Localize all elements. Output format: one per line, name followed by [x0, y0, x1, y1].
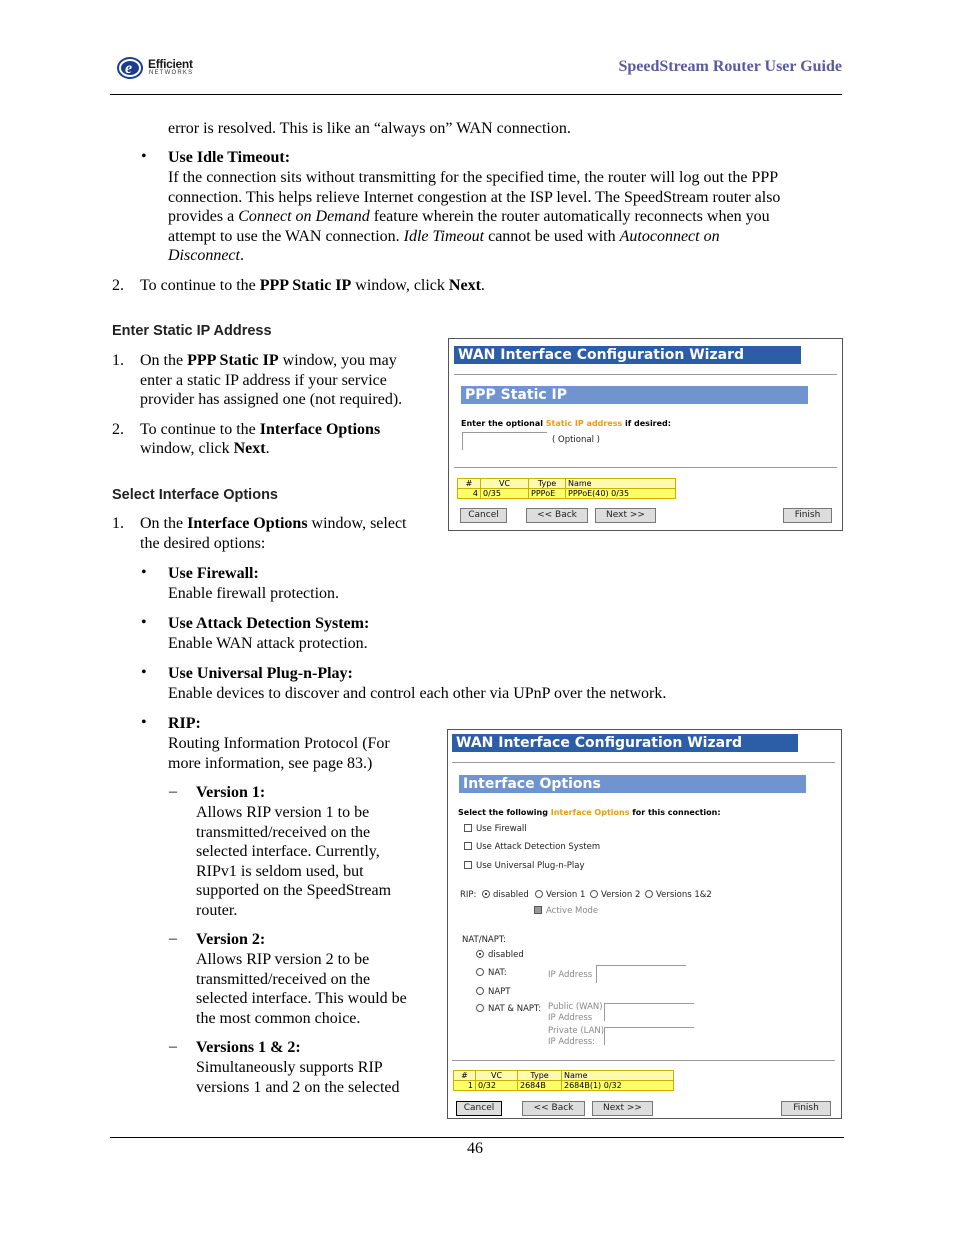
- nat-napt-radio[interactable]: [476, 1004, 484, 1012]
- static-ip-input[interactable]: [462, 432, 547, 450]
- text: for this connection:: [629, 808, 721, 817]
- nat-disabled-label: disabled: [488, 950, 524, 960]
- public-ip-input[interactable]: [604, 1003, 694, 1021]
- section-heading-interface-options: Select Interface Options: [112, 487, 278, 503]
- firewall-desc: Enable firewall protection.: [168, 585, 340, 602]
- text: feature wherein the router automatically reconnects when you: [369, 208, 770, 225]
- logo-subtitle: NETWORKS: [149, 70, 194, 76]
- back-button[interactable]: << Back: [526, 508, 588, 523]
- ppp-static-ip-title: PPP Static IP: [461, 386, 808, 404]
- use-ads-checkbox[interactable]: [464, 842, 472, 850]
- version-1-desc-6: router.: [196, 901, 238, 919]
- rip-version-1-label: Version 1: [546, 890, 586, 900]
- interface-step-1-line-2: the desired options:: [140, 535, 266, 552]
- version-1-label: Version 1:: [196, 784, 266, 801]
- rip-label: RIP:: [168, 715, 201, 732]
- divider: [452, 1060, 835, 1061]
- version-2-desc-2: transmitted/received on the: [196, 970, 371, 988]
- interface-options-prompt: [458, 808, 721, 817]
- col-header-type: Type: [518, 1071, 562, 1081]
- back-button[interactable]: << Back: [522, 1101, 585, 1116]
- vc-table-header: [454, 1071, 674, 1081]
- ppp-static-ip-screenshot: [448, 338, 843, 531]
- finish-button[interactable]: Finish: [783, 508, 832, 523]
- text: On the: [140, 515, 188, 532]
- idle-desc-2: connection. This helps relieve Internet congestion at the ISP level. The SpeedStream router also: [168, 188, 781, 206]
- text: cannot be used with: [484, 227, 620, 245]
- napt-option-label: NAPT: [488, 987, 511, 997]
- section-heading-static-ip: Enter Static IP Address: [112, 323, 272, 339]
- use-upnp-label: Use Universal Plug-n-Play: [476, 861, 585, 871]
- next-button[interactable]: Next >>: [592, 1101, 653, 1116]
- cell-type: 2684B: [518, 1081, 562, 1091]
- cell-type: PPPoE: [529, 489, 566, 499]
- table-row[interactable]: [458, 489, 676, 499]
- private-ip-address-label: IP Address:: [548, 1037, 596, 1047]
- text-italic: Idle Timeout: [403, 227, 485, 245]
- versions-1-2-label: Versions 1 & 2:: [196, 1039, 301, 1056]
- text: Enter the optional: [461, 419, 546, 428]
- nat-napt-option-label: NAT & NAPT:: [488, 1004, 542, 1014]
- divider: [454, 374, 837, 375]
- version-1-desc-1: Allows RIP version 1 to be: [196, 804, 370, 821]
- text: window, select: [307, 515, 407, 532]
- optional-note: ( Optional ): [552, 435, 600, 445]
- active-mode-checkbox[interactable]: [534, 906, 542, 914]
- text: attempt to use the WAN connection.: [168, 227, 404, 245]
- text: On the: [140, 352, 188, 369]
- footer-divider: [110, 1137, 844, 1138]
- version-2-desc-3: selected interface. This would be: [196, 990, 407, 1007]
- idle-desc-4: [168, 227, 720, 247]
- private-ip-input[interactable]: [604, 1027, 694, 1045]
- nat-ip-address-label: IP Address: [548, 970, 593, 980]
- text: .: [239, 247, 244, 264]
- interface-options-screenshot: [447, 729, 842, 1119]
- col-header-name: Name: [562, 1071, 674, 1081]
- interface-step-1-number: 1.: [112, 515, 124, 532]
- cancel-button[interactable]: Cancel: [460, 508, 507, 523]
- text-italic: Connect on Demand: [238, 208, 370, 225]
- text-italic: Autoconnect on: [619, 227, 720, 245]
- cell-name: PPPoE(40) 0/35: [566, 489, 676, 499]
- use-ads-label: Use Attack Detection System: [476, 842, 601, 852]
- svg-text:e: e: [125, 60, 133, 77]
- nat-disabled-radio[interactable]: [476, 950, 484, 958]
- divider: [452, 762, 835, 763]
- interface-step-1-line-1: [140, 514, 406, 534]
- text-bold: Next: [233, 440, 266, 457]
- static-step-1-line-3: provider has assigned one (not required).: [140, 391, 403, 408]
- text-bold: PPP Static IP: [187, 352, 279, 369]
- rip-versions-1-2-label: Versions 1&2: [656, 890, 712, 900]
- rip-disabled-radio[interactable]: [482, 890, 490, 898]
- dash: –: [169, 783, 177, 800]
- text: window, click: [351, 277, 449, 294]
- finish-button[interactable]: Finish: [781, 1101, 831, 1116]
- versions-1-2-desc-2: versions 1 and 2 on the selected: [196, 1078, 400, 1096]
- rip-desc-2: more information, see page 83.): [168, 754, 373, 772]
- text: if desired:: [622, 419, 671, 428]
- text-highlight: Static IP address: [545, 419, 623, 428]
- step-2-number: 2.: [112, 277, 124, 294]
- intro-line: error is resolved. This is like an “always on” WAN connection.: [168, 120, 571, 137]
- vc-table: [457, 478, 676, 499]
- vc-table: [453, 1070, 674, 1091]
- interface-options-title: Interface Options: [459, 775, 806, 793]
- idle-desc-3: [168, 207, 770, 227]
- static-step-2-number: 2.: [112, 421, 124, 438]
- wizard-title-bar: WAN Interface Configuration Wizard: [452, 734, 798, 752]
- versions-1-2-desc-1: Simultaneously supports RIP: [196, 1059, 383, 1076]
- nat-ip-address-input[interactable]: [596, 965, 686, 983]
- upnp-desc: Enable devices to discover and control each other via UPnP over the network.: [168, 685, 667, 702]
- next-button[interactable]: Next >>: [595, 508, 656, 523]
- use-upnp-checkbox[interactable]: [464, 861, 472, 869]
- wizard-title-bar: WAN Interface Configuration Wizard: [454, 346, 801, 364]
- private-lan-label: Private (LAN): [548, 1026, 605, 1036]
- page-number: 46: [467, 1140, 483, 1157]
- text-bold: Interface Options: [259, 421, 381, 438]
- header-divider: [110, 94, 842, 95]
- logo-name: Efficient: [148, 57, 193, 71]
- text: Select the following: [458, 808, 551, 817]
- idle-desc-1: If the connection sits without transmitting for the specified time, the router will log out the PPP: [168, 169, 779, 186]
- col-header-type: Type: [529, 479, 566, 489]
- use-firewall-label: Use Firewall: [476, 824, 527, 834]
- idle-desc-5: [168, 246, 244, 266]
- public-wan-label: Public (WAN): [548, 1002, 603, 1012]
- efficient-logo-icon: [115, 53, 149, 83]
- text: .: [480, 277, 485, 294]
- version-1-desc-5: supported on the SpeedStream: [196, 882, 392, 899]
- nat-napt-label: NAT/NAPT:: [462, 935, 506, 945]
- text: provides a: [168, 208, 239, 225]
- cell-name: 2684B(1) 0/32: [562, 1081, 674, 1091]
- firewall-label: Use Firewall:: [168, 565, 259, 582]
- version-2-desc-1: Allows RIP version 2 to be: [196, 951, 370, 968]
- vc-table-header: [458, 479, 676, 489]
- rip-disabled-label: disabled: [493, 890, 529, 900]
- text: .: [265, 440, 270, 457]
- rip-versions-1-2-radio[interactable]: [645, 890, 653, 898]
- cell-number: 1: [454, 1081, 476, 1091]
- version-1-desc-2: transmitted/received on the: [196, 823, 371, 841]
- text-bold: Next: [448, 277, 481, 294]
- dash: –: [169, 930, 177, 947]
- static-step-2-line-2: [140, 439, 270, 459]
- nat-option-label: NAT:: [488, 968, 507, 978]
- nat-radio[interactable]: [476, 968, 484, 976]
- text: To continue to the: [140, 421, 260, 438]
- use-firewall-checkbox[interactable]: [464, 824, 472, 832]
- cancel-button[interactable]: Cancel: [456, 1101, 502, 1116]
- cell-number: 4: [458, 489, 481, 499]
- cell-vc: 0/32: [476, 1081, 518, 1091]
- rip-field-label: RIP:: [460, 890, 477, 900]
- napt-radio[interactable]: [476, 987, 484, 995]
- idle-timeout-label: Use Idle Timeout:: [168, 149, 291, 166]
- static-step-1-line-2: enter a static IP address if your service: [140, 372, 387, 389]
- rip-version-2-label: Version 2: [601, 890, 641, 900]
- col-header-number: #: [458, 479, 481, 489]
- active-mode-label: Active Mode: [546, 906, 599, 916]
- attack-detection-label: Use Attack Detection System:: [168, 615, 370, 632]
- text-bold: Interface Options: [187, 515, 308, 532]
- col-header-vc: VC: [476, 1071, 518, 1081]
- col-header-number: #: [454, 1071, 476, 1081]
- step-2-text: [140, 276, 485, 296]
- col-header-name: Name: [566, 479, 676, 489]
- rip-version-1-radio[interactable]: [535, 890, 543, 898]
- rip-version-2-radio[interactable]: [590, 890, 598, 898]
- version-1-desc-3: selected interface. Currently,: [196, 843, 380, 860]
- text: window, click: [140, 440, 234, 457]
- divider: [454, 467, 837, 468]
- rip-desc-1: Routing Information Protocol (For: [168, 735, 390, 752]
- text-italic: Disconnect: [168, 247, 240, 264]
- version-2-label: Version 2:: [196, 931, 266, 948]
- static-step-1-number: 1.: [112, 352, 124, 369]
- version-1-desc-4: RIPv1 is seldom used, but: [196, 862, 364, 880]
- text-bold: PPP Static IP: [259, 277, 352, 294]
- text: window, you may: [278, 352, 397, 369]
- static-step-2-line-1: [140, 420, 380, 440]
- upnp-label: Use Universal Plug-n-Play:: [168, 665, 353, 682]
- static-step-1-line-1: [140, 351, 397, 371]
- public-ip-address-label: IP Address: [548, 1013, 593, 1023]
- dash: –: [169, 1038, 177, 1055]
- text: To continue to the: [140, 277, 260, 294]
- cell-vc: 0/35: [481, 489, 529, 499]
- table-row[interactable]: [454, 1081, 674, 1091]
- static-ip-prompt: [461, 419, 671, 428]
- text-highlight: Interface Options: [550, 808, 630, 817]
- col-header-vc: VC: [481, 479, 529, 489]
- attack-detection-desc: Enable WAN attack protection.: [168, 635, 368, 652]
- version-2-desc-4: the most common choice.: [196, 1009, 361, 1027]
- guide-title: SpeedStream Router User Guide: [618, 58, 842, 75]
